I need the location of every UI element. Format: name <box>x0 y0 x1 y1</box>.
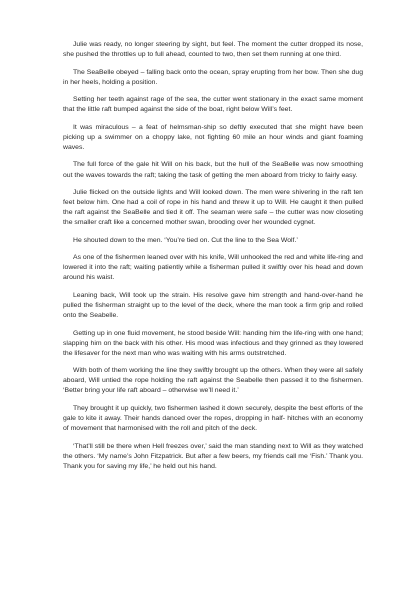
paragraph: The SeaBelle obeyed – falling back onto the ocean, spray erupting from her bow. Then she dug in her heels, holding a position. <box>63 68 363 86</box>
paragraph: Leaning back, Will took up the strain. His resolve gave him strength and hand-over-hand he pulled the fisherman straight up to the level of the deck, where the man took a firm grip and rolled onto the Seabelle. <box>63 291 363 320</box>
paragraph: They brought it up quickly, two fishermen lashed it down securely, despite the best efforts of the gale to kite it away. Their hands danced over the ropes, dropping in half- hitches with an economy of movement that harmonised with the roll and pitch of the deck. <box>63 404 363 433</box>
paragraph: It was miraculous – a feat of helmsman-ship so deftly executed that she might have been picking up a swimmer on a choppy lake, not fighting 60 mile an hour winds and giant foaming waves. <box>63 123 363 151</box>
paragraph: With both of them working the line they swiftly brought up the others. When they were all safely aboard, Will untied the rope holding the raft against the Seabelle then passed it to the fishermen. ‘Better bring your life raft aboard – otherwise we’ll need it.’ <box>63 367 363 395</box>
paragraph: As one of the fishermen leaned over with his knife, Will unhooked the red and white life-ring and lowered it into the raft; waiting patiently while a fisherman pulled it swiftly over his head and down around his waist. <box>63 254 363 282</box>
paragraph: Julie flicked on the outside lights and Will looked down. The men were shivering in the raft ten feet below him. One had a coil of rope in his hand and threw it up to Will. He caught it then pulled the raft against the SeaBelle and tied it off. The seaman were safe – the cutter was now closeting the smaller craft like a concerned mother swan, brooding over her wounded cygnet. <box>63 188 363 227</box>
paragraph: ‘That’ll still be there when Hell freezes over,’ said the man standing next to Will as they watched the others. ‘My name’s John Fitzpatrick. But after a few beers, my friends call me ‘Fish.’ Thank you. Thank you for saving my life,’ he held out his hand. <box>63 442 363 470</box>
paragraph: Setting her teeth against rage of the sea, the cutter went stationary in the exact same moment that the little raft bumped against the side of the boat, right below Will’s feet. <box>63 96 363 114</box>
paragraph: The full force of the gale hit Will on his back, but the hull of the SeaBelle was now smoothing out the waves towards the raft; taking the task of getting the men aboard from tricky to fairly easy. <box>63 161 363 179</box>
book-page <box>63 40 363 479</box>
paragraph: Julie was ready, no longer steering by sight, but feel. The moment the cutter dropped its nose, she pushed the throttles up to full ahead, counted to two, then set them running at one third. <box>63 41 363 59</box>
paragraph: He shouted down to the men. ‘You’re tied on. Cut the line to the Sea Wolf.’ <box>73 236 298 244</box>
paragraph: Getting up in one fluid movement, he stood beside Will: handing him the life-ring with one hand; slapping him on the back with his other. His mood was infectious and they grinned as they lowered the lifesaver for the next man who was waiting with his arms outstretched. <box>63 329 363 357</box>
